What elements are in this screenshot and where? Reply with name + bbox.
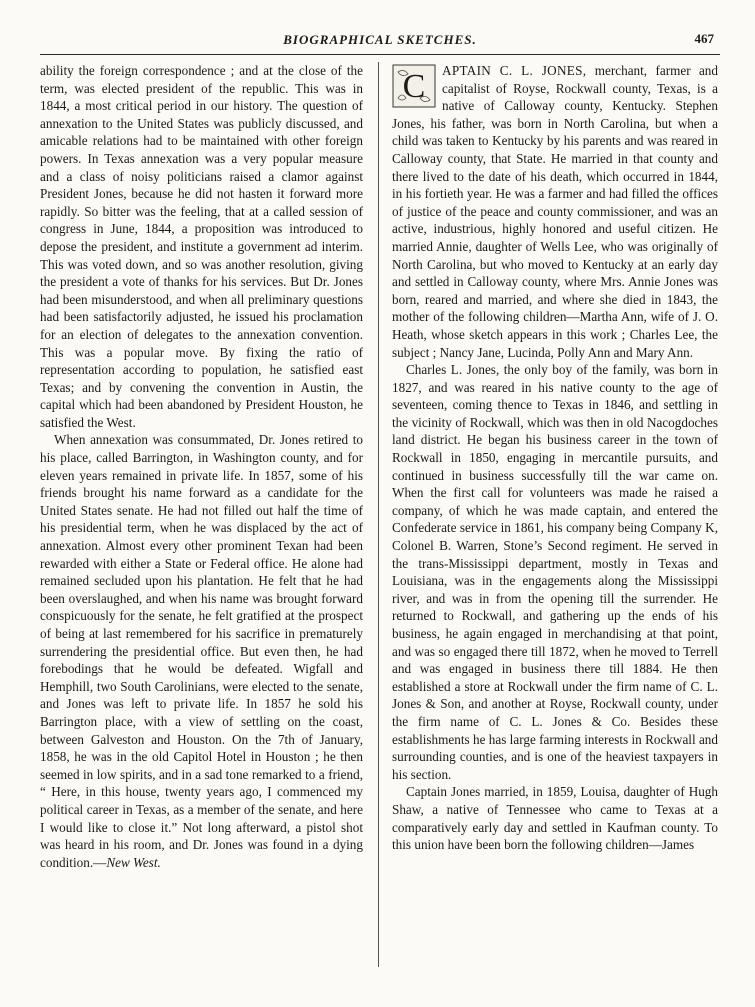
right-paragraph-3: Captain Jones married, in 1859, Louisa, daughter of Hugh Shaw, a native of Tennessee who came to Texas at a comparatively early day and settled in Kaufman county. To this union have been born the following children—James — [392, 784, 718, 853]
left-paragraph-2 — [40, 431, 363, 871]
right-paragraph-2: Charles L. Jones, the only boy of the family, was born in 1827, and was reared in his native county to the age of seventeen, coming thence to Texas in 1846, and settling in the vicinity of Rockwall, which was then in old Nacogdoches land district. He began his business career in the town of Rockwall in 1850, engaging in mercantile pursuits, and continued in business successfully till the war came on. When the first call for volunteers was made he raised a company, of which he was made captain, and entered the Confederate service in 1861, his company being Company K, Colonel B. Warren, Stone’s Second regiment. He served in the trans-Mississippi department, mostly in Texas and Louisiana, was in the engagements along the Mississippi river, and was in from the opening till the surrender. He returned to Rockwall, and gathering up the ends of his business, he again engaged in merchandising at that point, and was so engaged there till 1872, when he moved to Terrell and was engaged in business there till 1884. He then established a store at Rockwall under the firm name of C. L. Jones & Son, and another at Royse, Rockwall county, under the firm name of C. L. Jones & Co. Besides these establishments he has large farming interests in Rockwall and surrounding counties, and is one of the heaviest taxpayers in his section. — [392, 362, 718, 782]
running-title: BIOGRAPHICAL SKETCHES. — [283, 32, 477, 47]
source-credit: New West. — [106, 854, 161, 870]
left-paragraph-2-text: When annexation was consummated, Dr. Jones retired to his place, called Barrington, in Washington county, and for eleven years remained in private life. In 1857, some of his friends brought his name forward as a candidate for the United States senate. He had not filled out half the time of his presidential term, when he was displaced by the act of annexation. Almost every other prominent Texan had been rewarded with either a State or Federal office. He alone had remained secluded upon his plantation. He felt that he had been overslaughed, and when his name was brought forward conspicuously for the senate, he felt gratified at the prospect of being at last remembered for his sacrifice in prematurely surrendering the presidential office. But even then, he had forebodings that he would be defeated. Wigfall and Hemphill, two South Carolinians, were elected to the senate, and Jones was left to private life. In 1857 he sold his Barrington place, with a view of settling on the coast, between Galveston and Houston. On the 7th of January, 1858, he was in the old Capitol Hotel in Houston ; he then seemed in low spirits, and in a sad tone remarked to a friend, “ Here, in this house, twenty years ago, I commenced my political career in Texas, as a member of the senate, and here I would like to close it.” Not long afterward, a pistol shot was heard in his room, and Dr. Jones was found in a dying condition.— — [40, 432, 363, 870]
left-paragraph-1: ability the foreign correspondence ; and at the close of the term, was elected president of the republic. This was in 1844, a most critical period in our history. The question of annexation to the United States was publicly discussed, and amicable relations had to be maintained with other foreign powers. In Texas annexation was a very popular measure and a class of noisy politicians raised a clamor against President Jones, because he did not hasten it forward more rapidly. So bitter was the feeling, that at a called session of congress in June, 1844, a proposition was introduced to depose the president, and institute a government ad interim. This was voted down, and so was another resolution, giving the president a vote of thanks for his services. But Dr. Jones had been misunderstood, and when all preliminary questions had been satisfactorily adjusted, he issued his proclamation for an election of delegates to the annexation convention. This was a popular move. By fixing the ratio of representation according to population, he satisfied east Texas; and by convening the convention in Austin, the capital which had been abandoned by President Houston, he satisfied the West. — [40, 63, 363, 430]
right-column — [392, 62, 718, 982]
running-head — [40, 30, 720, 52]
header-rule — [40, 54, 720, 55]
page-number: 467 — [694, 31, 714, 46]
column-divider — [378, 62, 379, 967]
right-paragraph-1-text: merchant, farmer and capitalist of Royse, Rockwall county, Texas, is a native of Calloway county, Kentucky. Stephen Jones, his father, was born in North Carolina, but when a child was taken to Kentucky by his parents and was reared in Calloway county, that State. He married in that county and there lived to the date of his death, which occurred in 1844, in his fortieth year. He was a farmer and had filled the offices of justice of the peace and county commissioner, and was an active, industrious, highly honored and useful citizen. He married Annie, daughter of Wells Lee, who was originally of North Carolina, but who moved to Kentucky at an early day and settled in Calloway county, where Mrs. Annie Jones was born, reared and married, and where she died in 1843, the mother of the following children—Martha Ann, wife of J. O. Heath, whose sketch appears in this work ; Charles Lee, the subject ; Nancy Jane, Lucinda, Polly Ann and Mary Ann. — [392, 63, 718, 360]
ornamental-initial — [392, 64, 436, 108]
left-column — [40, 62, 363, 982]
right-paragraph-1 — [392, 62, 718, 361]
sketch-heading: APTAIN C. L. JONES, — [442, 63, 587, 78]
drop-cap-letter: C — [402, 68, 426, 105]
